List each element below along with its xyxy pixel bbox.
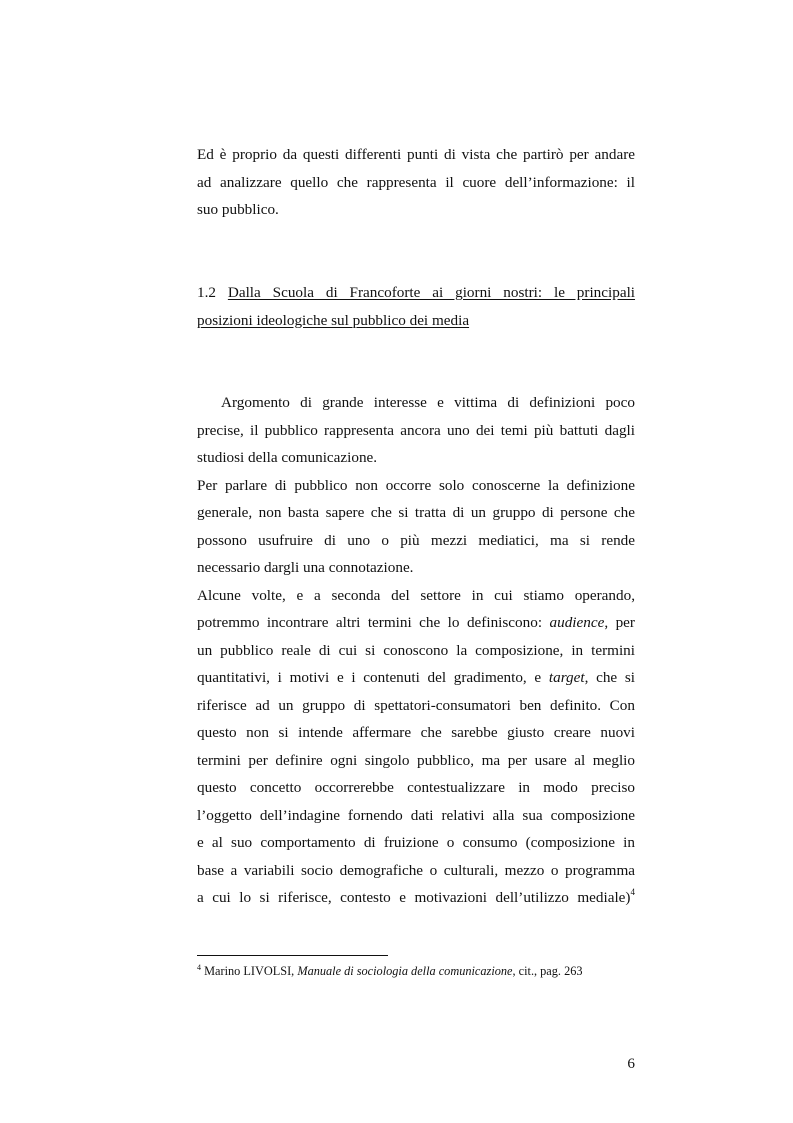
term-audience: audience (549, 614, 605, 631)
heading-line (197, 307, 635, 335)
section-heading (197, 279, 635, 334)
text-line: possono usufruire di uno o più mezzi mediatici, ma si rende (197, 531, 635, 549)
text-line: riferisce ad un gruppo di spettatori-consumatori ben definito. Con (197, 696, 635, 714)
text-segment: a cui lo si riferisce, contesto e motivazioni dell’utilizzo mediale) (197, 889, 631, 906)
footnote (197, 963, 635, 979)
footnote-divider (197, 955, 388, 956)
text-line: questo non si intende affermare che sarebbe giusto creare nuovi (197, 724, 635, 741)
text-line: e al suo comportamento di fruizione o consumo (composizione in (197, 834, 635, 851)
footnote-citation: , cit., pag. 263 (512, 964, 583, 978)
page-number: 6 (627, 1055, 635, 1072)
footnote-reference[interactable]: 4 (630, 887, 635, 897)
footnote-title: Manuale di sociologia della comunicazione (297, 964, 513, 978)
intro-paragraph (197, 141, 635, 224)
section-title-part-1: Dalla Scuola di Francoforte ai giorni nostri: le principali (227, 284, 636, 301)
term-target: target (548, 669, 585, 686)
text-line: generale, non basta sapere che si tratta di un gruppo di persone che (197, 504, 635, 521)
text-line: base a variabili socio demografiche o culturali, mezzo o programma (197, 861, 635, 879)
text-line: ad analizzare quello che rappresenta il cuore dell’informazione: il (197, 173, 635, 191)
text-segment: potremmo incontrare altri termini che lo definiscono: (197, 614, 550, 631)
text-line: studiosi della comunicazione. (197, 449, 378, 466)
text-line: Alcune volte, e a seconda del settore in cui stiamo operando, (197, 586, 635, 604)
body-text (197, 389, 635, 912)
text-line: questo concetto occorrerebbe contestualizzare in modo preciso (197, 779, 635, 796)
text-line: Ed è proprio da questi differenti punti di vista che partirò per andare (197, 146, 635, 163)
text-segment: quantitativi, i motivi e i contenuti del gradimento, e (197, 669, 549, 686)
text-line: un pubblico reale di cui si conoscono la composizione, in termini (197, 641, 635, 659)
heading-line (197, 279, 635, 307)
text-line (197, 664, 635, 692)
text-line: Argomento di grande interesse e vittima di definizioni poco (221, 394, 635, 411)
text-line (197, 884, 635, 912)
footnote-number: 4 (197, 963, 201, 972)
text-line (197, 609, 635, 637)
text-line: termini per definire ogni singolo pubblico, ma per usare al meglio (197, 751, 635, 769)
text-line: precise, il pubblico rappresenta ancora uno dei temi più battuti dagli (197, 421, 635, 439)
text-line: suo pubblico. (197, 201, 279, 218)
text-line: Per parlare di pubblico non occorre solo conoscerne la definizione (197, 476, 635, 494)
text-segment: , per (604, 614, 635, 631)
section-title-part-2: posizioni ideologiche sul pubblico dei media (197, 311, 470, 329)
text-segment: , che si (584, 669, 635, 686)
section-number: 1.2 (197, 284, 216, 301)
text-line: l’oggetto dell’indagine fornendo dati relativi alla sua composizione (197, 806, 635, 824)
text-line: necessario dargli una connotazione. (197, 559, 414, 576)
footnote-author: Marino LIVOLSI, (204, 964, 295, 978)
